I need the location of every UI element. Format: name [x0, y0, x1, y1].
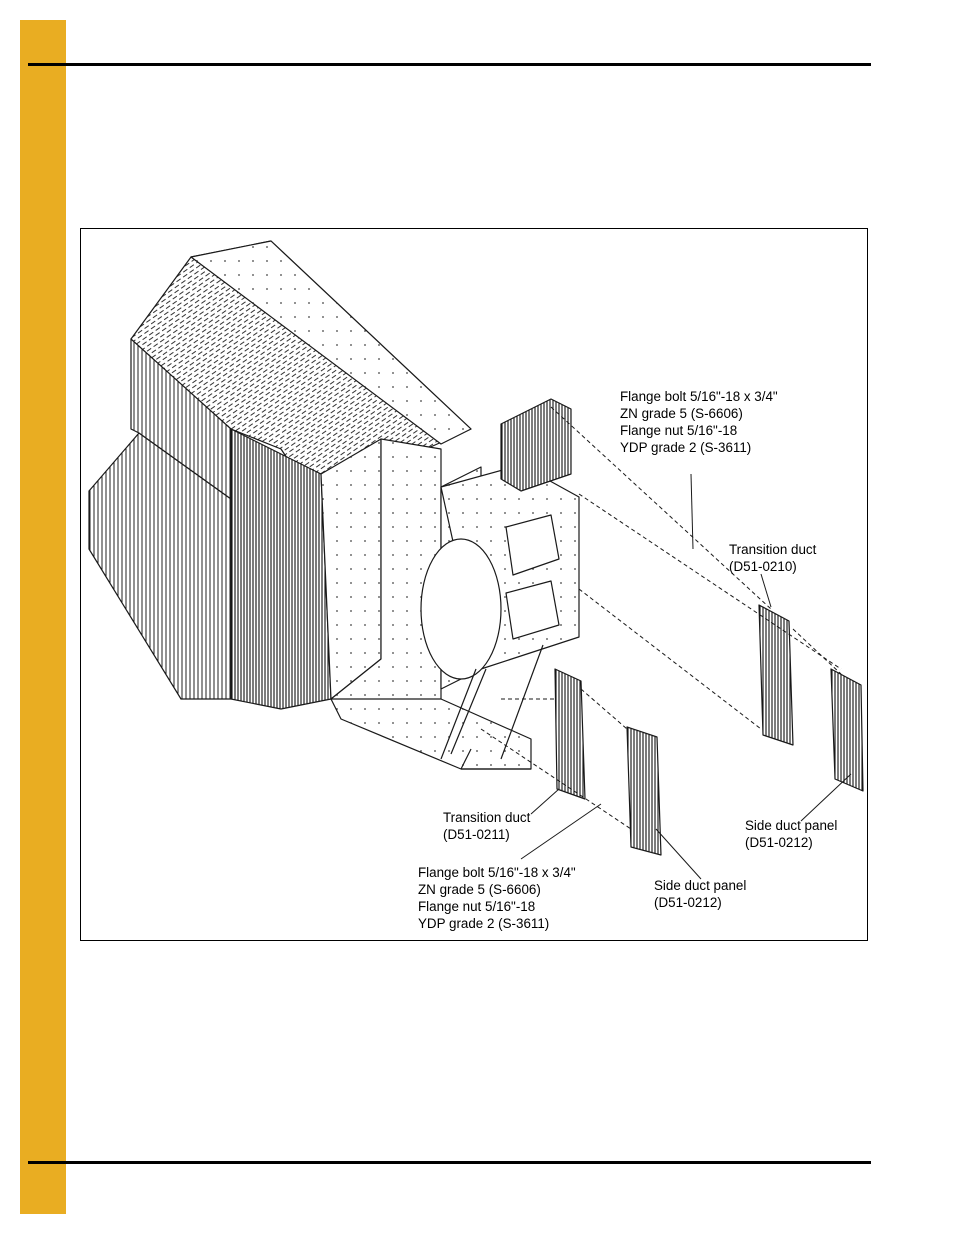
callout-flange-bolt-upper: Flange bolt 5/16"-18 x 3/4" ZN grade 5 (S-6606) Flange nut 5/16"-18 YDP grade 2 (S-3611) — [620, 389, 778, 455]
header-rule — [28, 63, 871, 66]
callout-transition-duct-upper: Transition duct (D51-0210) — [729, 542, 817, 574]
leader-transition-upper — [761, 574, 771, 607]
explode-line-4 — [793, 629, 841, 674]
callout-side-duct-panel-right: Side duct panel (D51-0212) — [745, 818, 838, 850]
side-duct-panel-right — [831, 669, 863, 791]
leader-transition-lower — [531, 789, 559, 814]
explode-line-3 — [579, 589, 761, 729]
explode-line-2 — [579, 494, 841, 669]
callout-side-duct-panel-lower: Side duct panel (D51-0212) — [654, 878, 747, 910]
callout-transition-duct-lower: Transition duct (D51-0211) — [443, 810, 531, 842]
explode-line-7 — [581, 689, 627, 729]
leader-side-panel-lower — [656, 829, 701, 879]
side-duct-panel-lower — [627, 727, 661, 855]
figure-frame — [80, 228, 868, 941]
inner-panel — [321, 439, 381, 699]
leader-flange-upper — [691, 474, 693, 549]
footer-rule — [28, 1161, 871, 1164]
transition-duct-lower — [555, 669, 585, 799]
transition-duct-upper — [759, 605, 793, 745]
front-panel — [231, 429, 331, 709]
callout-flange-bolt-lower: Flange bolt 5/16"-18 x 3/4" ZN grade 5 (S-6606) Flange nut 5/16"-18 YDP grade 2 (S-3611) — [418, 865, 576, 931]
leader-side-panel-right — [801, 774, 851, 821]
fan-ring — [421, 539, 501, 679]
back-duct-panel — [501, 399, 571, 491]
side-color-band — [20, 20, 66, 1214]
